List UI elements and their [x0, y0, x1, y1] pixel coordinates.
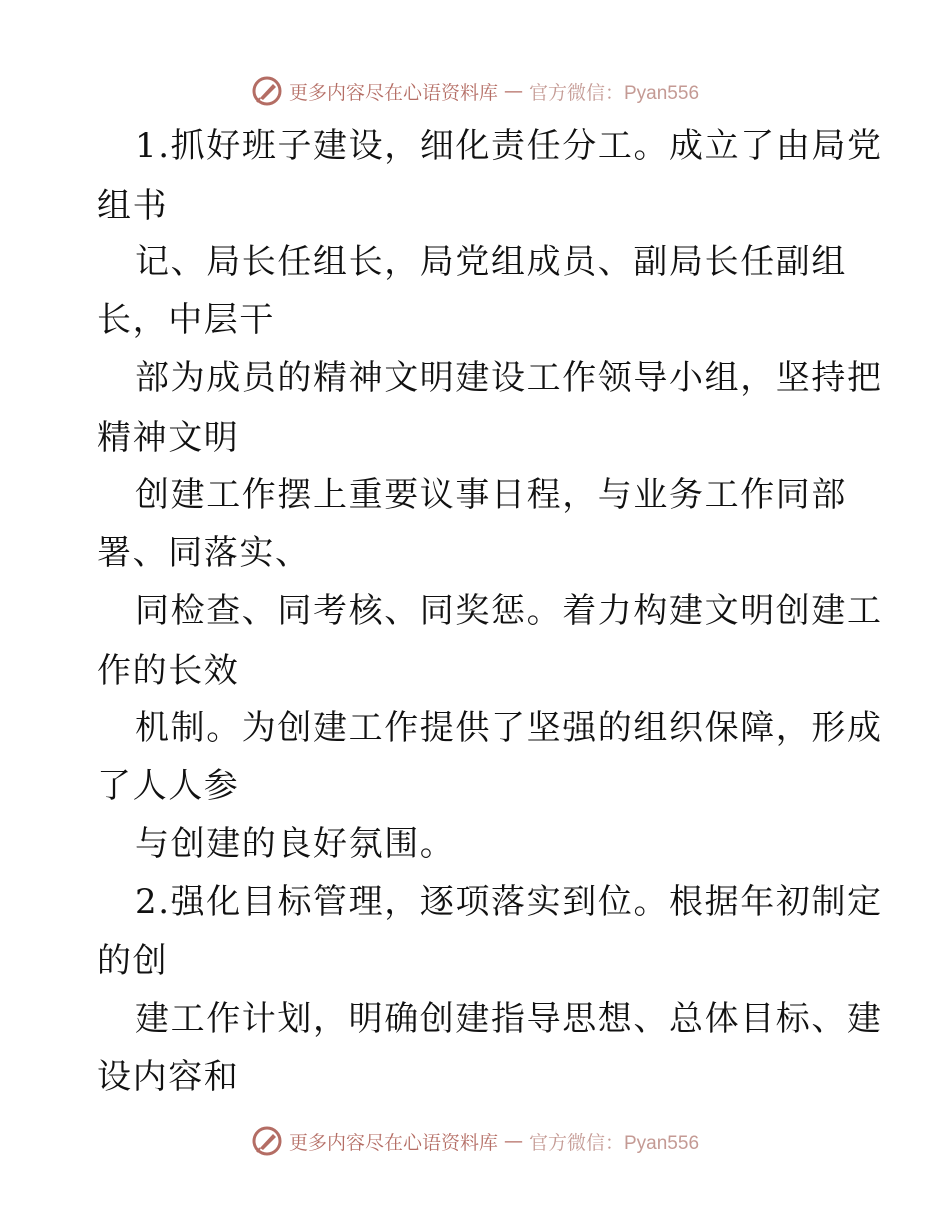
- text-line: 2.强化目标管理，逐项落实到位。根据年初制定: [135, 882, 883, 922]
- text-line: 署、同落实、: [97, 533, 311, 573]
- text-line: 的创: [97, 941, 169, 981]
- watermark-contact: 官方微信：Pyan556: [529, 1132, 700, 1154]
- text-line: 创建工作摆上重要议事日程，与业务工作同部: [135, 475, 847, 515]
- text-line: 机制。为创建工作提供了坚强的组织保障，形成: [135, 708, 883, 748]
- quill-pen-logo-icon: [251, 1125, 283, 1157]
- text-line: 同检查、同考核、同奖惩。着力构建文明创建工: [135, 591, 883, 631]
- text-line: 长，中层干: [97, 300, 275, 340]
- watermark-dash: —: [504, 1130, 523, 1152]
- text-line: 部为成员的精神文明建设工作领导小组，坚持把: [135, 358, 883, 398]
- text-line: 1.抓好班子建设，细化责任分工。成立了由局党: [135, 126, 883, 166]
- text-line: 设内容和: [97, 1057, 240, 1097]
- footer-watermark: [0, 1121, 950, 1161]
- watermark-text: 更多内容尽在心语资料库: [288, 1131, 498, 1154]
- watermark-dash: —: [504, 80, 523, 102]
- text-line: 组书: [97, 186, 169, 226]
- text-line: 与创建的良好氛围。: [135, 824, 456, 864]
- watermark-contact: 官方微信：Pyan556: [529, 82, 700, 104]
- text-line: 精神文明: [97, 418, 240, 458]
- text-line: 作的长效: [97, 651, 240, 691]
- text-line: 了人人参: [97, 766, 240, 806]
- text-line: 建工作计划，明确创建指导思想、总体目标、建: [135, 999, 883, 1039]
- watermark-text: 更多内容尽在心语资料库: [288, 81, 498, 104]
- text-line: 记、局长任组长，局党组成员、副局长任副组: [135, 242, 847, 282]
